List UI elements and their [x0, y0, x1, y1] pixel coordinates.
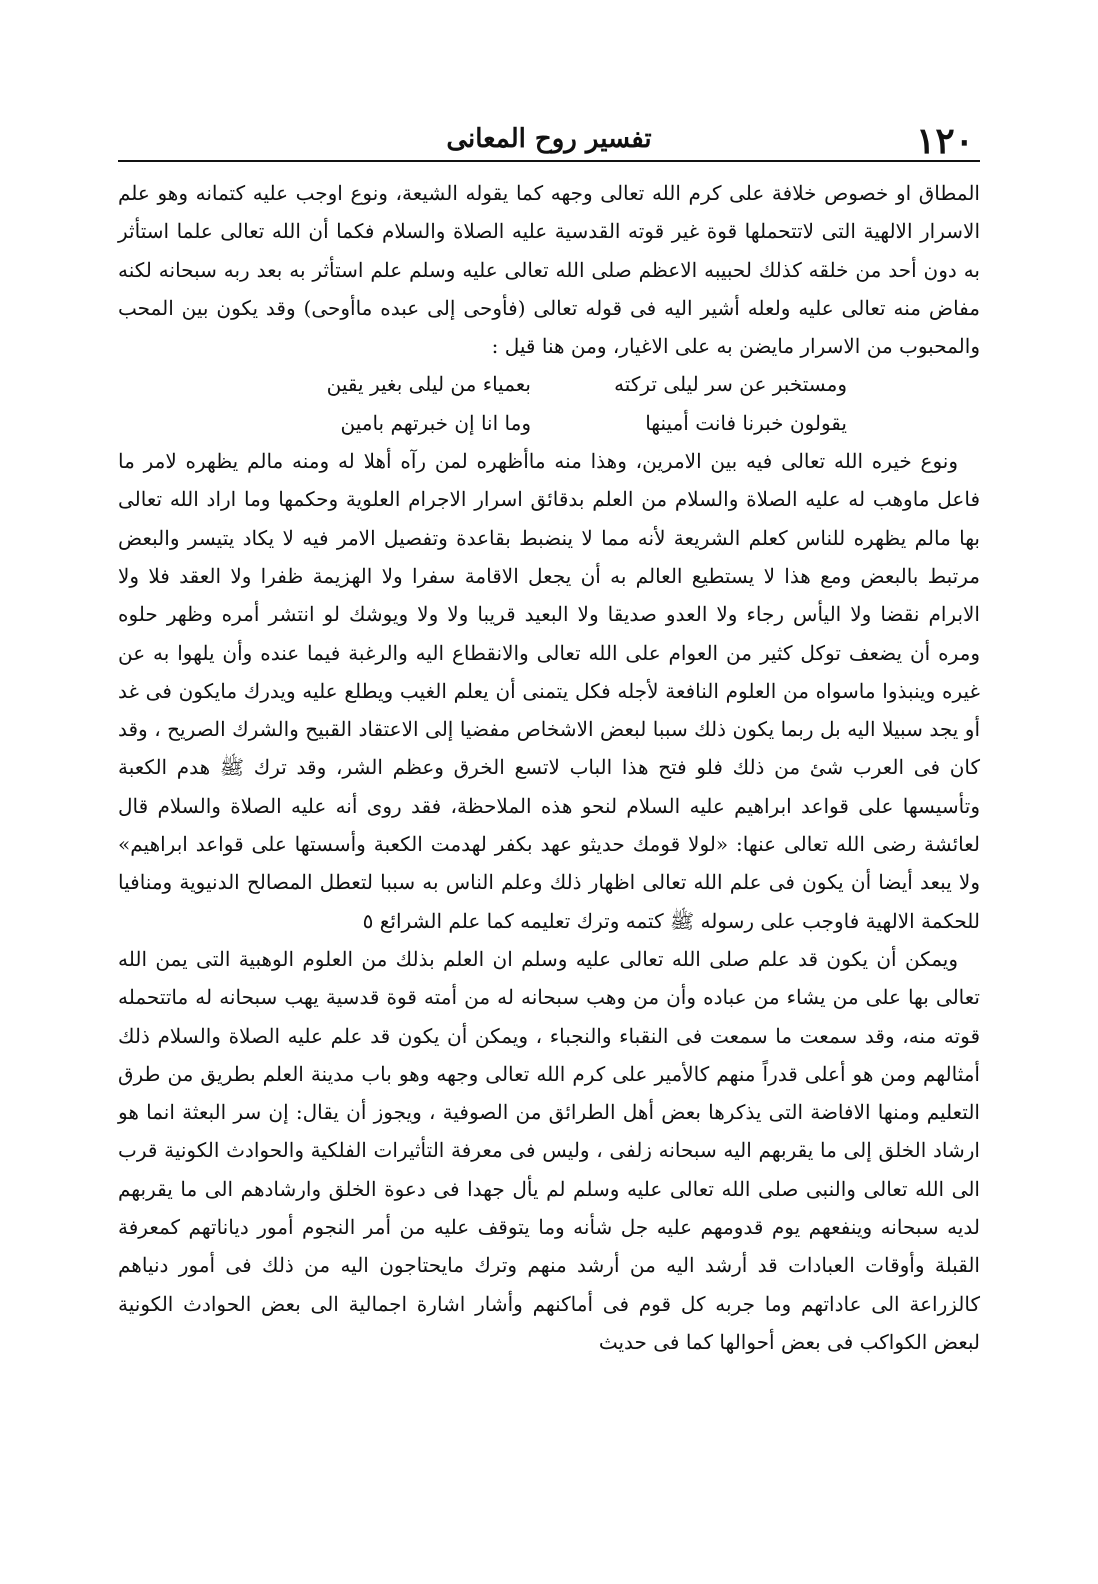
body-text: [118, 174, 980, 1361]
page-header: [118, 118, 980, 162]
verse-2-second-hemistich: وما انا إن خبرتهم بامين: [340, 410, 531, 435]
verse-1-second-hemistich: بعمياء من ليلى بغير يقين: [326, 372, 531, 397]
header-rule: [118, 160, 980, 162]
verse-line-2: [118, 404, 980, 442]
verse-1-first-hemistich: ومستخبر عن سر ليلى تركته: [614, 372, 847, 397]
paragraph-1: المطاق او خصوص خلافة على كرم الله تعالى وجهه كما يقوله الشيعة، ونوع اوجب عليه كتمانه وهو علم الاسرار الالهية التى لاتتحملها قوة غير قوته القدسية عليه الصلاة والسلام فكما أن الله تعالى علما استأثر به دون أحد من خلقه كذلك لحبيبه الاعظم صلى الله تعالى عليه وسلم علم استأثر به بعد ربه سبحانه لكنه مفاض منه تعالى عليه ولعله أشير اليه فى قوله تعالى (فأوحى إلى عبده ماأوحى) وقد يكون بين المحب والمحبوب من الاسرار مايضن به على الاغيار، ومن هنا قيل :: [118, 181, 980, 359]
page-number: ١٢٠: [915, 120, 974, 162]
verse-line-1: [118, 365, 980, 403]
verse-2-first-hemistich: يقولون خبرنا فانت أمينها: [645, 410, 847, 435]
poetry-verses: [118, 365, 980, 442]
running-title: تفسير روح المعانى: [446, 124, 652, 154]
paragraph-3: ويمكن أن يكون قد علم صلى الله تعالى عليه وسلم ان العلم بذلك من العلوم الوهبية التى يمن الله تعالى بها على من يشاء من عباده وأن من وهب سبحانه له من أمته قوة قدسية يهب سبحانه له ماتتحمله قوته منه، وقد سمعت ما سمعت فى النقباء والنجباء ، ويمكن أن يكون قد علم عليه الصلاة والسلام ذلك أمثالهم ومن هو أعلى قدراً منهم كالأمير على كرم الله تعالى وجهه وهو باب مدينة العلم بطريق من طرق التعليم ومنها الافاضة التى يذكرها بعض أهل الطرائق من الصوفية ، ويجوز أن يقال: إن سر البعثة انما هو ارشاد الخلق إلى ما يقربهم اليه سبحانه زلفى ، وليس فى معرفة التأثيرات الفلكية والحوادث الكونية قرب الى الله تعالى والنبى صلى الله تعالى عليه وسلم لم يأل جهدا فى دعوة الخلق وارشادهم الى ما يقربهم لديه سبحانه وينفعهم يوم قدومهم عليه جل شأنه وما يتوقف عليه من أمر النجوم أمور دياناتهم كمعرفة القبلة وأوقات العبادات قد أرشد اليه من أرشد منهم وترك مايحتاجون اليه من ذلك فى أمور دنياهم كالزراعة الى عاداتهم وما جربه كل قوم فى أماكنهم وأشار اشارة اجمالية الى بعض الحوادث الكونية لبعض الكواكب فى بعض أحوالها كما فى حديث: [118, 946, 980, 1354]
paragraph-2: ونوع خيره الله تعالى فيه بين الامرين، وهذا منه ماأظهره لمن رآه أهلا له ومنه مالم يظهره لامر ما فاعل ماوهب له عليه الصلاة والسلام من العلم بدقائق اسرار الاجرام العلوية وحكمها وما اراد الله تعالى بها مالم يظهره للناس كعلم الشريعة لأنه مما لا ينضبط بقاعدة وتفصيل الامر فيه لا يكاد يتيسر والبعض مرتبط بالبعض ومع هذا لا يستطيع العالم به أن يجعل الاقامة سفرا ولا الهزيمة ظفرا ولا العقد فلا ولا الابرام نقضا ولا اليأس رجاء ولا العدو صديقا ولا البعيد قريبا ولا ولا ويوشك لو انتشر أمره وظهر حلوه ومره أن يضعف توكل كثير من العوام على الله تعالى والانقطاع اليه والرغبة فيما عنده وأن يلهوا به عن غيره وينبذوا ماسواه من العلوم النافعة لأجله فكل يتمنى أن يعلم الغيب ويطلع عليه ويدرك مايكون فى غد أو يجد سبيلا اليه بل ربما يكون ذلك سببا لبعض الاشخاص مفضيا إلى الاعتقاد القبيح والشرك الصريح ، وقد كان فى العرب شئ من ذلك فلو فتح هذا الباب لاتسع الخرق وعظم الشر، وقد ترك ﷺ هدم الكعبة وتأسيسها على قواعد ابراهيم عليه السلام لنحو هذه الملاحظة، فقد روى أنه عليه الصلاة والسلام قال لعائشة رضى الله تعالى عنها: «لولا قومك حديثو عهد بكفر لهدمت الكعبة وأسستها على قواعد ابراهيم» ولا يبعد أيضا أن يكون فى علم الله تعالى اظهار ذلك وعلم الناس به سببا لتعطل المصالح الدنيوية ومنافيا للحكمة الالهية فاوجب على رسوله ﷺ كتمه وترك تعليمه كما علم الشرائع ٥: [118, 449, 980, 933]
